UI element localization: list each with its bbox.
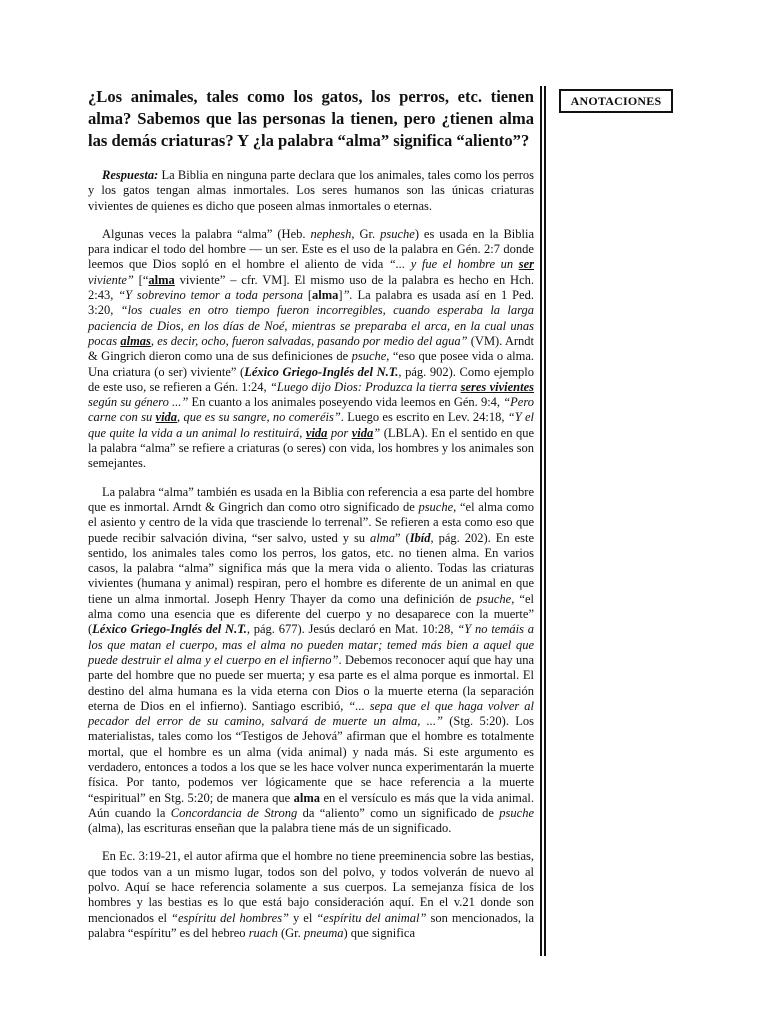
text: , pág. 202). En este sentido, los animales tales como los perros, los gatos, etc. no tienen alma. En varios casos, la palabra “alma” significa más que la mera vida o aliento. Todas las criaturas vivientes (humana y animal) respiran, pero el hombre es diferente de un animal en que tiene un alma inmortal. Joseph Henry Thayer da como una definición de [88,530,535,606]
quote: viviente” [88,272,134,287]
quote: por [327,425,352,440]
text: (alma), las escrituras enseñan que la palabra tiene más de un significado. [88,821,452,836]
quote: “... y fue el hombre un [388,257,519,272]
book-title: Léxico Griego-Inglés del N.T. [92,622,247,637]
text: [ [303,288,313,303]
quote: según su género ...” [88,395,189,410]
text: Gr. [354,226,381,241]
text: ” ( [395,530,410,545]
text: (Stg. 5:20). Los materialistas, tales como los “Testigos de Jehová” afirman que el hombre es totalmente mortal, que el hombre es un alma (vida animal) y nada más. Si este argumento es verdadero, entonces a todos a los que se les hace volver nunca experimentarán la muerte física. Por tanto, podemos ver lógicamente que se hace referencia a la muerte “espiritual” en Stg. 5:20; de manera que [88,714,534,805]
book-title: Concordancia de Strong [170,805,298,820]
quote: “Y el que quite la vida a un animal lo restituirá, [88,410,535,440]
quote-emphasis: vida [305,425,328,440]
text: Algunas veces la palabra “alma” (Heb. [102,226,311,241]
quote: “Y no temáis a los que matan el cuerpo, mas el alma no pueden matar; temed más bien a aquel que puede destruir el alma y el cuerpo en el infierno” [88,622,534,667]
quote-emphasis: seres vivientes [460,379,534,394]
term-psuche: psuche [499,805,534,820]
paragraph-immortal-soul [88,485,534,837]
text: En Ec. 3:19-21, el autor afirma que el hombre no tiene preeminencia sobre las bestias, que todos van a un mismo lugar, todos son del polvo, y todos volverán de nuevo al polvo. Aquí se hace referencia solamente a sus cuerpos. La semejanza física de los hombres y las bestias es lo que está bajo consideración aquí. En el v.21 donde son mencionados el [88,849,534,925]
quote: “... sepa que el que haga volver al pecador del error de su camino, salvará de muerte un alma, ...” [88,698,534,729]
annotations-label: ANOTACIONES [570,94,662,108]
text: viviente” – cfr. VM]. El mismo uso de la palabra es hecho en Hch. 2:43, [88,272,535,303]
quote: “Luego dijo Dios: Produzca la tierra [269,379,461,394]
term-psuche: psuche [418,499,454,514]
term-nephesh: nephesh, [310,226,355,241]
text: , pág. 677). Jesús declaró en Mat. 10:28, [246,622,458,637]
paragraph-answer [88,168,534,214]
text: (VM). Arndt & Gingrich dieron como una de sus definiciones de [88,333,534,364]
term-ruach: ruach [248,925,278,940]
text: La palabra es usada así en 1 Ped. 3:20, [88,288,534,318]
text: [“ [133,272,149,287]
text: ) es usada en la Biblia para indicar el todo del hombre — un ser. Este es el uso de la palabra en Gén. 2:7 donde leemos que Dios sopló en el hombre el aliento de vida [88,226,534,272]
term-psuche: psuche [380,226,415,241]
question-title: ¿Los animales, tales como los gatos, los perros, etc. tienen alma? Sabemos que las personas la tienen, pero ¿tienen alma las demás criaturas? Y ¿la palabra “alma” significa “aliento”? [88,87,534,150]
text: , “el alma como el asiento y centro de la vida que trasciende lo terrenal”. Se refieren a esta como eso que puede recibir salvación divina, “ser salvo, usted y su [88,499,534,545]
divider-line-right [544,86,546,956]
quote-emphasis: almas [120,333,151,348]
text: , “eso que posee vida o alma. Una criatura (o ser) viviente” ( [88,349,534,379]
text: En cuanto a los animales poseyendo vida leemos en Gén. 9:4, [188,395,504,410]
quote: , es decir, ocho, fueron salvadas, pasando por medio del agua” [150,333,468,348]
term-pneuma: pneuma [303,925,344,940]
text: da “aliento” como un significado de [297,805,500,820]
main-column [88,86,534,954]
annotations-header [559,89,673,113]
quote: ” [373,425,381,440]
text: ) que significa [343,925,415,940]
quote-emphasis: vida [351,425,374,440]
text: y el [289,910,317,925]
term-alma: alma [370,530,396,545]
quote-emphasis: ser [518,257,534,272]
emphasis-word: alma [312,288,339,303]
text: son mencionados, la palabra “espíritu” es del hebreo [88,910,535,940]
quote: “espíritu del animal” [316,910,427,925]
text: en el versículo es más que la vida animal. Aún cuando la [88,790,535,820]
paragraph-soul-usage [88,227,534,472]
quote: , que es su sangre, no comeréis” [177,410,341,425]
quote: “Y sobrevino temor a toda persona [118,288,304,303]
text: (Gr. [277,925,304,940]
quote: ”. [342,288,353,303]
text: , “el alma como una esencia que es diferente del cuerpo y no desaparece con la muerte” ( [88,591,534,637]
quote: “espíritu del hombres” [171,910,290,925]
book-title: Ibíd [409,530,431,545]
term-psuche: psuche [476,591,512,606]
text: . Luego es escrito en Lev. 24:18, [340,410,508,425]
emphasis-word: alma [148,272,175,287]
emphasis-word: alma [293,790,321,805]
answer-lead: Respuesta: [102,168,159,182]
book-title: Léxico Griego-Inglés del N.T. [244,364,399,379]
text: ] [338,288,343,303]
text: . Debemos reconocer aquí que hay una parte del hombre que no puede ser muerta; y esa parte es el alma porque es inmortal. El destino del alma humana es la vida eterna con Dios o la muerte eterna (la separación eterna de Dios en el infierno). Santiago escribió, [88,652,534,713]
text: (LBLA). En el sentido en que la palabra “alma” se refiere a criaturas (o seres) con vida, los hombres y los animales son semejantes. [88,425,534,471]
divider-line-left [540,86,542,956]
answer-text: La Biblia en ninguna parte declara que los animales, tales como los perros y los gatos tengan almas inmortales. Los seres humanos son las únicas criaturas vivientes de quienes es dicho que poseen almas inmortales o eternas. [88,168,534,213]
term-psuche: psuche [351,349,387,364]
quote: “Pero carne con su [88,395,534,425]
quote: “los cuales en otro tiempo fueron incorregibles, cuando esperaba la larga paciencia de Dios, en los días de Noé, mientras se preparaba el arca, en la cual unas pocas [88,303,534,348]
quote-emphasis: vida [155,410,178,425]
text: , pág. 902). Como ejemplo de este uso, se refieren a Gén. 1:24, [88,364,534,394]
paragraph-ecclesiastes [88,849,534,941]
text: La palabra “alma” también es usada en la Biblia con referencia a esa parte del hombre que es inmortal. Arndt & Gingrich dan como otro significado de [88,484,534,514]
